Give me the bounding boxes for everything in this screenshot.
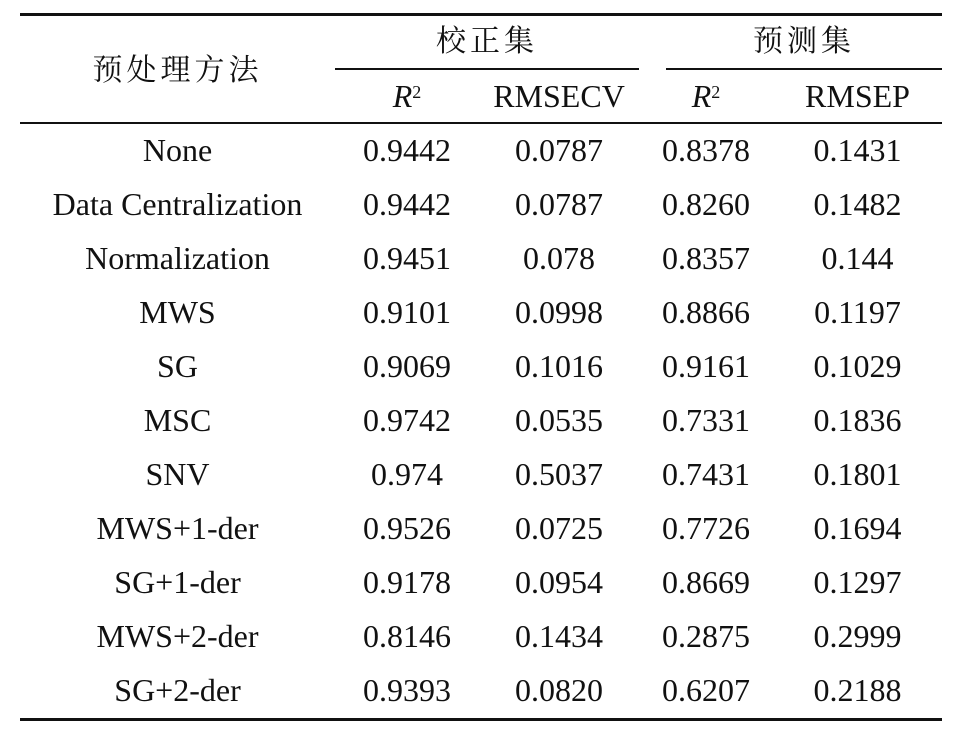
method-cell: Normalization bbox=[85, 240, 270, 276]
pred-r2-cell: 0.7431 bbox=[662, 456, 750, 492]
method-cell: SNV bbox=[145, 456, 210, 492]
rmsep-cell: 0.1836 bbox=[813, 402, 902, 438]
pred-r2-cell: 0.9161 bbox=[662, 348, 750, 384]
bottom-rule bbox=[20, 718, 942, 721]
rmsep-cell: 0.1297 bbox=[813, 564, 902, 600]
prediction-subrule bbox=[666, 68, 942, 70]
rmsecv-cell: 0.5037 bbox=[515, 456, 603, 492]
cal-r2-cell: 0.974 bbox=[371, 456, 443, 492]
prediction-header: 预测集 bbox=[753, 24, 855, 59]
method-cell: SG+1-der bbox=[114, 564, 241, 600]
rmsecv-cell: 0.1434 bbox=[515, 618, 603, 654]
rmsep-cell: 0.1482 bbox=[813, 186, 902, 222]
pred-r2-header bbox=[639, 76, 773, 116]
pred-r2-cell: 0.8669 bbox=[662, 564, 750, 600]
calibration-header: 校正集 bbox=[436, 24, 538, 59]
rmsep-cell: 0.2999 bbox=[813, 618, 902, 654]
rmsecv-cell: 0.1016 bbox=[515, 348, 603, 384]
method-cell: MWS+2-der bbox=[96, 618, 259, 654]
pred-r2-cell: 0.8866 bbox=[662, 294, 750, 330]
rmsecv-cell: 0.078 bbox=[523, 240, 595, 276]
rmsecv-cell: 0.0535 bbox=[515, 402, 603, 438]
pred-r2-cell: 0.8260 bbox=[662, 186, 750, 222]
r2-exponent: 2 bbox=[711, 82, 721, 102]
pred-r2-cell: 0.8357 bbox=[662, 240, 750, 276]
rmsep-cell: 0.1029 bbox=[813, 348, 902, 384]
cal-r2-cell: 0.8146 bbox=[363, 618, 451, 654]
pred-r2-cell: 0.7726 bbox=[662, 510, 750, 546]
rmsecv-cell: 0.0725 bbox=[515, 510, 603, 546]
rmsep-cell: 0.2188 bbox=[813, 672, 902, 708]
rmsep-cell: 0.144 bbox=[821, 240, 894, 276]
top-rule bbox=[20, 13, 942, 16]
cal-r2-cell: 0.9742 bbox=[363, 402, 451, 438]
method-cell: SG+2-der bbox=[114, 672, 241, 708]
r2-symbol: R bbox=[691, 78, 712, 114]
pred-r2-cell: 0.6207 bbox=[662, 672, 750, 708]
rmsecv-header: RMSECV bbox=[493, 78, 625, 114]
rmsep-cell: 0.1801 bbox=[813, 456, 902, 492]
pred-r2-cell: 0.7331 bbox=[662, 402, 750, 438]
method-cell: SG bbox=[157, 348, 198, 384]
cal-r2-cell: 0.9101 bbox=[363, 294, 451, 330]
cal-r2-cell: 0.9526 bbox=[363, 510, 451, 546]
rmsep-cell: 0.1197 bbox=[814, 294, 901, 330]
rmsecv-cell: 0.0787 bbox=[515, 186, 603, 222]
r2-symbol: R bbox=[392, 78, 413, 114]
rmsecv-cell: 0.0998 bbox=[515, 294, 603, 330]
rmsep-header: RMSEP bbox=[805, 78, 910, 114]
cal-r2-cell: 0.9069 bbox=[363, 348, 451, 384]
pred-r2-cell: 0.2875 bbox=[662, 618, 750, 654]
pred-r2-cell: 0.8378 bbox=[662, 132, 750, 168]
rmsecv-cell: 0.0787 bbox=[515, 132, 603, 168]
cal-r2-cell: 0.9393 bbox=[363, 672, 451, 708]
cal-r2-cell: 0.9442 bbox=[363, 186, 451, 222]
header-rule bbox=[20, 122, 942, 124]
cal-r2-header bbox=[335, 76, 479, 116]
rmsecv-cell: 0.0954 bbox=[515, 564, 603, 600]
method-cell: None bbox=[142, 132, 213, 168]
rmsep-cell: 0.1694 bbox=[813, 510, 902, 546]
cal-r2-cell: 0.9442 bbox=[363, 132, 451, 168]
method-cell: Data Centralization bbox=[52, 186, 303, 222]
rmsecv-cell: 0.0820 bbox=[515, 672, 603, 708]
method-cell: MWS+1-der bbox=[96, 510, 259, 546]
calibration-subrule bbox=[335, 68, 639, 70]
r2-exponent: 2 bbox=[412, 82, 422, 102]
method-header: 预处理方法 bbox=[92, 53, 263, 88]
method-cell: MWS bbox=[139, 294, 216, 330]
cal-r2-cell: 0.9451 bbox=[363, 240, 451, 276]
method-cell: MSC bbox=[143, 402, 212, 438]
cal-r2-cell: 0.9178 bbox=[363, 564, 451, 600]
rmsep-cell: 0.1431 bbox=[813, 132, 902, 168]
